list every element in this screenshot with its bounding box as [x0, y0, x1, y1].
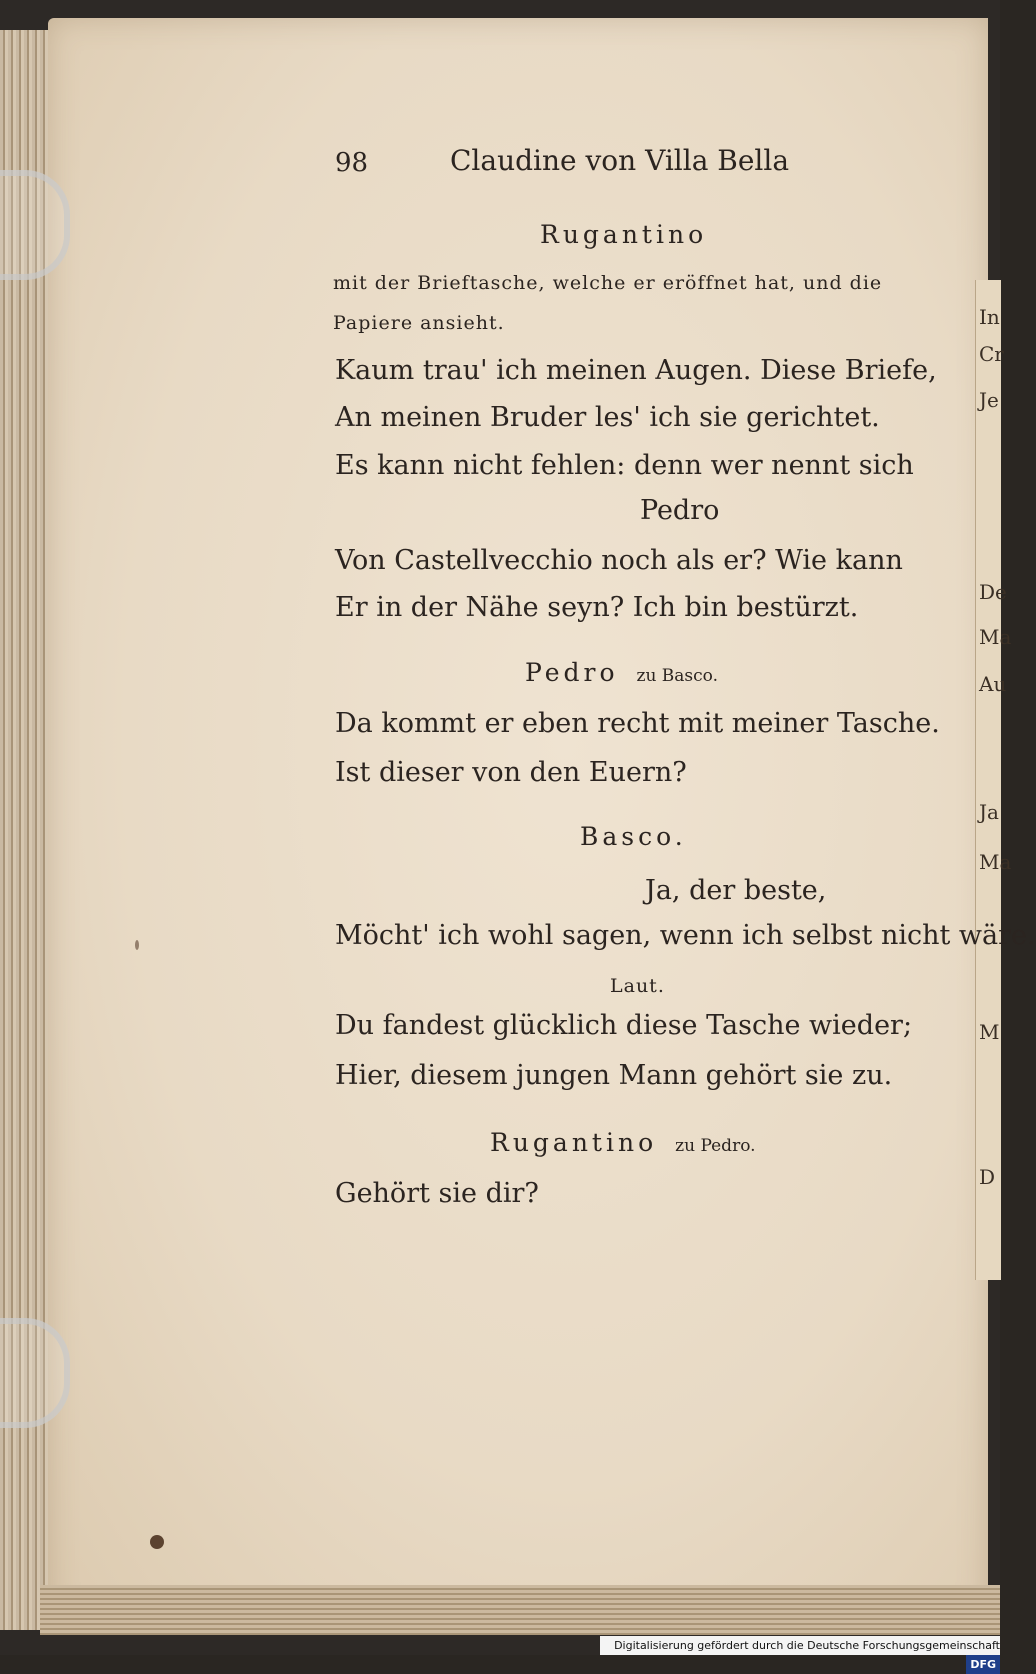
verse-line: Ist dieser von den Euern?: [335, 757, 687, 788]
verse-line: Von Castellvecchio noch als er? Wie kann: [335, 545, 903, 576]
speaker-name: Pedro: [525, 658, 619, 687]
verse-line: An meinen Bruder les' ich sie gerichtet.: [335, 402, 880, 433]
margin-fragment: Je: [979, 388, 999, 412]
page-number: 98: [335, 148, 369, 178]
stage-direction: zu Pedro.: [675, 1136, 756, 1156]
stage-direction: zu Basco.: [636, 666, 719, 686]
verse-line: Er in der Nähe seyn? Ich bin bestürzt.: [335, 592, 859, 623]
credit-text: Digitalisierung gefördert durch die Deutsche Forschungsgemeinschaft: [614, 1639, 1000, 1652]
verse-line: Hier, diesem jungen Mann gehört sie zu.: [335, 1060, 893, 1091]
running-title: Claudine von Villa Bella: [450, 144, 790, 177]
facing-page-margin: [975, 280, 1012, 1280]
book-page: [48, 18, 988, 1618]
stage-direction: mit der Brieftasche, welche er eröffnet hat, und die: [333, 272, 883, 294]
speaker-name: Rugantino: [490, 1128, 658, 1157]
margin-fragment: In: [979, 305, 1000, 329]
verse-line: Es kann nicht fehlen: denn wer nennt sich: [335, 450, 914, 481]
page-header: [335, 140, 935, 190]
stage-direction: Laut.: [610, 975, 665, 997]
verse-line: Ja, der beste,: [645, 875, 827, 906]
digitization-credit: [600, 1636, 1000, 1671]
margin-fragment: D: [979, 1165, 996, 1189]
margin-fragment: Au: [979, 672, 1007, 696]
margin-fragment: De: [979, 580, 1007, 604]
speaker-name: Basco.: [580, 822, 687, 851]
book-bottom-edges: [40, 1585, 1000, 1635]
margin-fragment: Ma: [979, 850, 1012, 874]
scanner-clip-top: [0, 170, 70, 280]
dfg-logo: DFG: [966, 1655, 1000, 1674]
speaker-heading: [525, 658, 718, 687]
stage-direction: Papiere ansieht.: [333, 312, 505, 334]
ink-spot: [150, 1535, 164, 1549]
verse-line: Da kommt er eben recht mit meiner Tasche.: [335, 708, 940, 739]
verse-line: Kaum trau' ich meinen Augen. Diese Briefe,: [335, 355, 937, 386]
margin-fragment: Ma: [979, 625, 1012, 649]
speaker-name: Rugantino: [540, 220, 708, 249]
verse-line: Pedro: [640, 495, 720, 526]
margin-fragment: Ja: [979, 800, 999, 824]
margin-fragment: Cr: [979, 342, 1004, 366]
scanner-clip-bottom: [0, 1318, 70, 1428]
verse-line: Möcht' ich wohl sagen, wenn ich selbst nicht wäre.: [335, 920, 1036, 951]
ink-spot: [135, 940, 139, 950]
margin-fragment: M: [979, 1020, 1000, 1044]
verse-line: Du fandest glücklich diese Tasche wieder;: [335, 1010, 913, 1041]
speaker-heading: [490, 1128, 756, 1157]
verse-line: Gehört sie dir?: [335, 1178, 539, 1209]
